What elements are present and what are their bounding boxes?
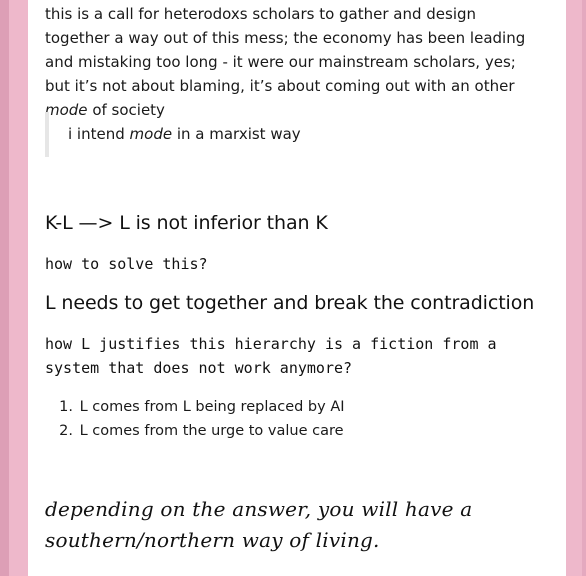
intro-emphasis: mode: [45, 101, 88, 119]
blockquote: [45, 112, 539, 157]
quote-emphasis: mode: [129, 125, 173, 143]
quote-text-start: i intend: [68, 125, 130, 143]
page-edge-left: [0, 0, 9, 576]
intro-text: this is a call for heterodoxs scholars to gather and design together a way out of this mess; the economy has been leading and mistaking too long - it were our mainstream scholars, yes; but it’s not about blaming, it’s about coming out with an other: [45, 5, 526, 95]
list-number: 1.: [59, 399, 73, 415]
list-item: [45, 395, 345, 419]
code-question: how to solve this?: [45, 255, 208, 273]
list-text: L comes from L being replaced by AI: [79, 399, 345, 415]
list-text: L comes from the urge to value care: [79, 423, 344, 439]
intro-paragraph: [45, 2, 545, 122]
ordered-list: [45, 395, 345, 443]
list-item: [45, 419, 345, 443]
list-number: 2.: [59, 423, 73, 439]
quote-text-end: in a marxist way: [172, 125, 301, 143]
code-hierarchy: how L justifies this hierarchy is a fiction from a system that does not work anymore?: [45, 335, 497, 377]
page-edge-right: [582, 0, 586, 576]
heading-contradiction: L needs to get together and break the contradiction: [45, 292, 535, 314]
intro-text-end: of society: [87, 101, 165, 119]
post-card: [28, 0, 566, 576]
quote-text: [49, 112, 539, 144]
closing-statement: depending on the answer, you will have a southern/northern way of living.: [45, 497, 473, 552]
heading-kl: K-L —> L is not inferior than K: [45, 212, 328, 234]
